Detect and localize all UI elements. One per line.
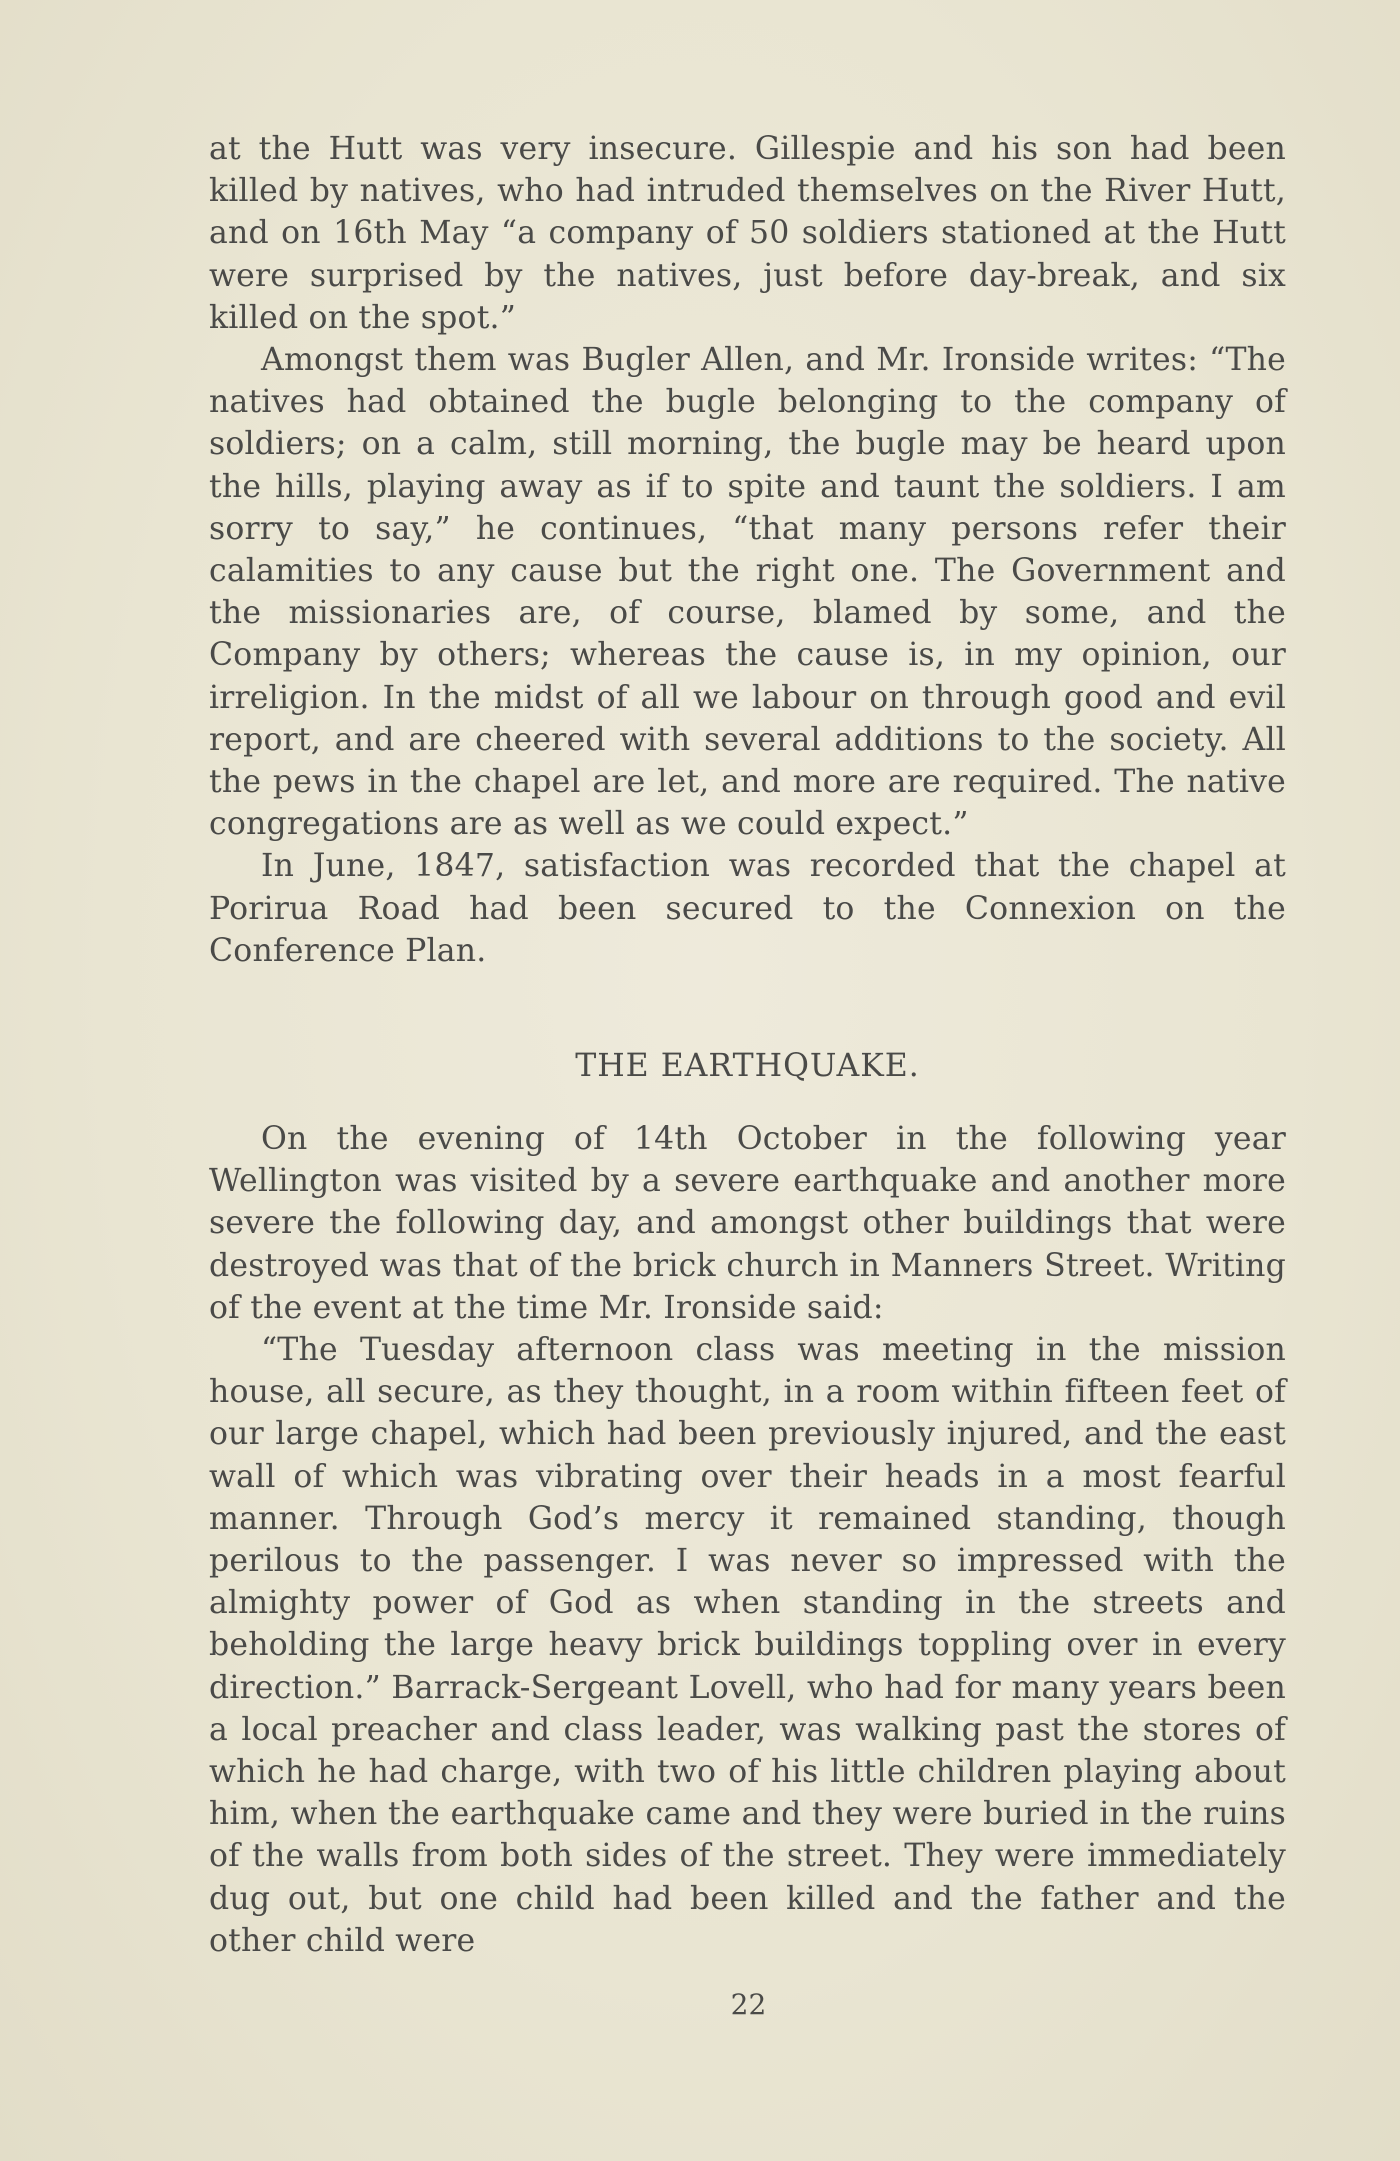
paragraph: In June, 1847, satisfaction was recorded that the chapel at Porirua Road had been secured to the Connexion on the Conference Plan.: [209, 848, 1286, 969]
body-text-section-1: [209, 128, 1286, 972]
paragraph: at the Hutt was very insecure. Gillespie and his son had been killed by natives, who had intruded themselves on the River Hutt, and on 16th May “a company of 50 soldiers stationed at the Hutt were surprised by the natives, just before day-break, and six killed on the spot.”: [209, 131, 1286, 336]
section-heading: THE EARTHQUAKE.: [575, 1048, 920, 1084]
page-number: 22: [730, 1988, 767, 2021]
body-text-section-2: [209, 1118, 1286, 1962]
paragraph: “The Tuesday afternoon class was meeting in the mission house, all secure, as they thought, in a room within fifteen feet of our large chapel, which had been previously injured, and the east wall of which was vibrating over their heads in a most fearful manner. Through God’s mercy it remained standing, though perilous to the passenger. I was never so impressed with the almighty power of God as when standing in the streets and beholding the large heavy brick buildings toppling over in every direction.” Barrack-Sergeant Lovell, who had for many years been a local preacher and class leader, was walking past the stores of which he had charge, with two of his little children playing about him, when the earthquake came and they were buried in the ruins of the walls from both sides of the street. They were immediately dug out, but one child had been killed and the father and the other child were: [209, 1332, 1286, 1959]
paragraph: Amongst them was Bugler Allen, and Mr. Ironside writes: “The natives had obtained the bugle belonging to the company of soldiers; on a calm, still morning, the bugle may be heard upon the hills, playing away as if to spite and taunt the soldiers. I am sorry to say,” he continues, “that many persons refer their calamities to any cause but the right one. The Government and the missionaries are, of course, blamed by some, and the Company by others; whereas the cause is, in my opinion, our irreligion. In the midst of all we labour on through good and evil report, and are cheered with several additions to the society. All the pews in the chapel are let, and more are required. The native congregations are as well as we could expect.”: [209, 342, 1286, 843]
paragraph: On the evening of 14th October in the following year Wellington was visited by a severe earthquake and another more severe the following day, and amongst other buildings that were destroyed was that of the brick church in Manners Street. Writing of the event at the time Mr. Ironside said:: [209, 1121, 1286, 1326]
